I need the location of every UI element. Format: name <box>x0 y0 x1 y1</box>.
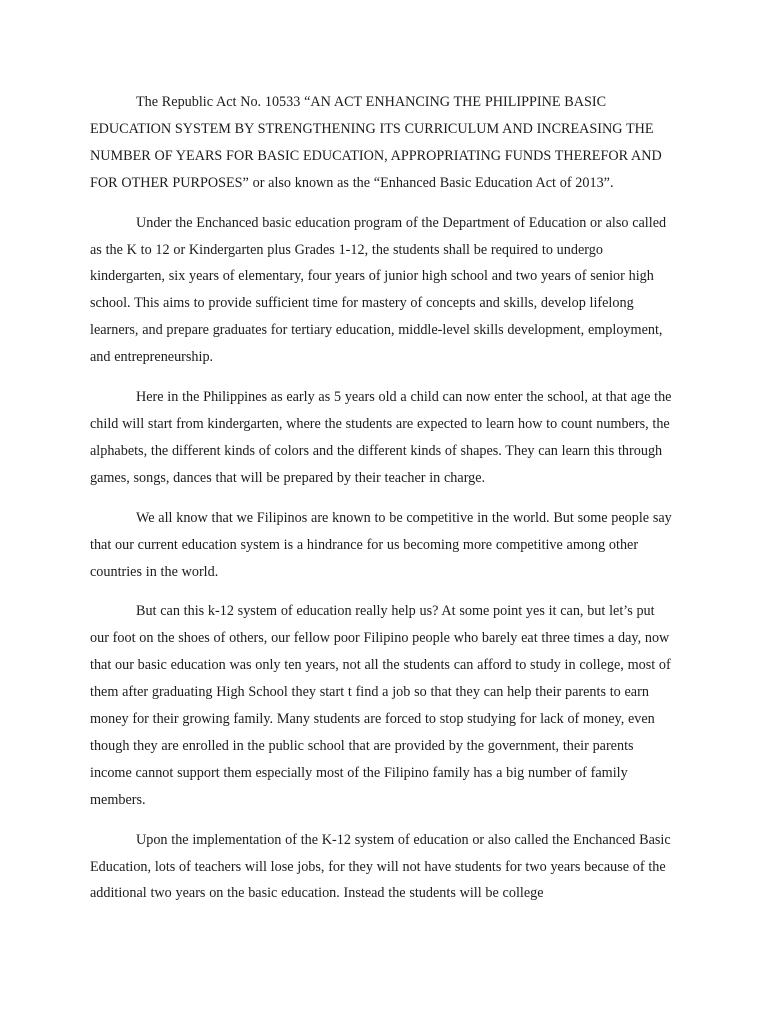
paragraph-poverty-concerns: But can this k-12 system of education really help us? At some point yes it can, but let’s put our foot on the shoes of others, our fellow poor Filipino people who barely eat three times a day, now that our basic education was only ten years, not all the students can afford to study in college, most of them after graduating High School they start t find a job so that they can help their parents to earn money for their growing family. Many students are forced to stop studying for lack of money, even though they are enrolled in the public school that are provided by the government, their parents income cannot support them especially most of the Filipino family has a big number of family members. <box>90 603 671 808</box>
paragraph-teacher-jobs: Upon the implementation of the K-12 system of education or also called the Enchanced Basic Education, lots of teachers will lose jobs, for they will not have students for two years because of the additional two years on the basic education. Instead the students will be college <box>90 831 671 902</box>
paragraph-competitiveness: We all know that we Filipinos are known to be competitive in the world. But some people say that our current education system is a hindrance for us becoming more competitive among other countries in the world. <box>90 509 672 580</box>
paragraph-kindergarten: Here in the Philippines as early as 5 years old a child can now enter the school, at that age the child will start from kindergarten, where the students are expected to learn how to count numbers, the alphabets, the different kinds of colors and the different kinds of shapes. They can learn this through games, songs, dances that will be prepared by their teacher in charge. <box>90 389 672 486</box>
paragraph-republic-act: The Republic Act No. 10533 “AN ACT ENHANCING THE PHILIPPINE BASIC EDUCATION SYSTEM BY STRENGTHENING ITS CURRICULUM AND INCREASING THE NUMBER OF YEARS FOR BASIC EDUCATION, APPROPRIATING FUNDS THEREFOR AND FOR OTHER PURPOSES” or also known as the “Enhanced Basic Education Act of 2013”. <box>90 94 662 191</box>
paragraph-k12-program: Under the Enchanced basic education program of the Department of Education or also called as the K to 12 or Kindergarten plus Grades 1-12, the students shall be required to undergo kindergarten, six years of elementary, four years of junior high school and two years of senior high school. This aims to provide sufficient time for mastery of concepts and skills, develop lifelong learners, and prepare graduates for tertiary education, middle-level skills development, employment, and entrepreneurship. <box>90 214 667 366</box>
